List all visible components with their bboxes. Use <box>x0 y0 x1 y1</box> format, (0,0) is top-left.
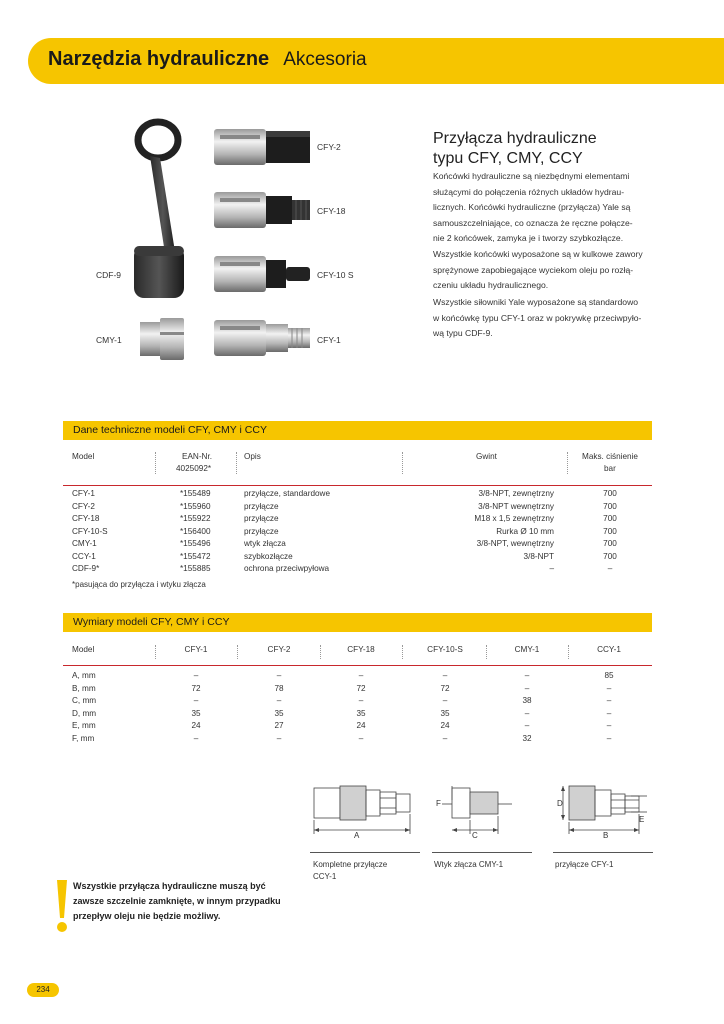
tech-cell-ean: *155885 <box>180 564 211 573</box>
dim-cell: – <box>358 733 364 743</box>
tech-cell-desc: przyłącze <box>244 501 279 511</box>
intro-line: służącymi do połączenia różnych układów hydrau- <box>433 186 625 197</box>
warning-line1: Wszystkie przyłącza hydrauliczne muszą być <box>73 881 266 891</box>
cfy1-coupler-image <box>212 316 312 360</box>
dim-cell: – <box>193 671 199 680</box>
tech-header-model: Model <box>72 452 95 461</box>
tech-table-title: Dane techniczne modeli CFY, CMY i CCY <box>73 424 267 436</box>
dim-cell: 35 <box>191 708 201 718</box>
dim-cell: – <box>276 733 282 743</box>
caption-ccy1 <box>313 859 387 883</box>
dim-label-d: D <box>557 799 563 808</box>
intro-paragraph-2 <box>433 295 668 342</box>
dim-header-col: CFY-2 <box>267 645 291 654</box>
tech-cell-model: CDF-9* <box>72 564 100 573</box>
intro-paragraph-1 <box>433 169 668 294</box>
tech-cell-ean: *156400 <box>180 526 211 536</box>
intro-line: samouszczelniające, co oznacza że ręczne połącze- <box>433 217 633 228</box>
tech-header-pressure1: Maks. ciśnienie <box>582 452 638 461</box>
dim-cell: 24 <box>356 721 366 730</box>
label-cfy10s: CFY-10 S <box>317 270 354 280</box>
tech-cell-ean: *155496 <box>180 539 211 548</box>
tech-cell-ean: *155472 <box>180 551 211 561</box>
cfy18-coupler-image <box>212 188 312 232</box>
dim-row-label: D, mm <box>72 708 97 718</box>
dim-cell: – <box>442 696 448 705</box>
intro-line: Wszystkie siłowniki Yale wyposażone są standardowo <box>433 297 639 307</box>
dim-cell: – <box>358 671 364 680</box>
dim-cell: 24 <box>191 721 201 730</box>
tech-cell-ean: *155489 <box>180 489 211 498</box>
tech-header-desc: Opis <box>244 452 261 461</box>
tech-cell-ean: *155922 <box>180 514 211 523</box>
intro-title-line1: Przyłącza hydrauliczne <box>433 130 597 147</box>
dim-col-separator <box>568 645 569 659</box>
tech-header-pressure2: bar <box>604 464 616 473</box>
tech-cell-thread: 3/8-NPT, wewnętrzny <box>476 539 554 548</box>
tech-cell-desc: wtyk złącza <box>244 539 286 548</box>
dim-cell: 35 <box>440 708 450 718</box>
dim-cell: – <box>358 696 364 705</box>
tech-cell-thread: M18 x 1,5 zewnętrzny <box>474 514 554 523</box>
intro-title-line2: typu CFY, CMY, CCY <box>433 150 583 167</box>
dim-cell: – <box>524 671 530 680</box>
tech-cell-pressure: 700 <box>603 489 617 498</box>
tech-header-ean2: 4025092* <box>176 464 212 473</box>
tech-cell-pressure: – <box>607 564 613 573</box>
caption-ccy1-line1: Kompletne przyłącze <box>313 860 388 869</box>
dim-cell: 32 <box>522 733 532 743</box>
tech-cell-thread: 3/8-NPT <box>523 551 554 561</box>
cmy1-nipple-image <box>138 316 188 362</box>
cmy1-drawing <box>432 778 524 844</box>
intro-line: nie 2 końcówek, zamyka je i tworzy szybkozłącze. <box>433 233 624 244</box>
label-cdf9: CDF-9 <box>96 270 122 280</box>
intro-line: w końcówkę typu CFY-1 oraz w pokrywkę przeciwpyło- <box>433 312 642 323</box>
dim-row-label: A, mm <box>72 671 96 680</box>
dim-header-col: CFY-1 <box>184 645 208 654</box>
dim-table-rule <box>63 665 652 666</box>
tech-header-ean1: EAN-Nr. <box>182 452 213 461</box>
dim-cell: – <box>606 683 612 693</box>
dim-header-col: CCY-1 <box>597 645 621 654</box>
dim-cell: – <box>442 733 448 743</box>
dim-cell: 38 <box>522 696 532 705</box>
tech-cell-model: CMY-1 <box>72 539 97 548</box>
tech-cell-desc: przyłącze <box>244 526 279 536</box>
intro-line: czeniu układu hydraulicznego. <box>433 280 549 291</box>
dim-cell: 72 <box>440 683 450 693</box>
dim-cell: 35 <box>274 708 284 718</box>
dim-label-b: B <box>603 831 609 840</box>
dim-cell: – <box>276 696 282 705</box>
dim-col-separator <box>237 645 238 659</box>
tech-cell-pressure: 700 <box>603 526 617 536</box>
dim-row-label: C, mm <box>72 696 97 705</box>
dim-cell: – <box>606 708 612 718</box>
intro-title <box>433 129 597 169</box>
tech-cell-pressure: 700 <box>603 514 617 523</box>
drawing-divider <box>310 852 420 853</box>
cfy10s-coupler-image <box>212 252 312 296</box>
dim-cell: 85 <box>604 671 614 680</box>
tech-col-separator <box>236 452 237 474</box>
dim-cell: 78 <box>274 683 284 693</box>
dim-cell: 27 <box>274 721 284 730</box>
dim-header-col: CMY-1 <box>514 645 540 654</box>
warning-text <box>73 879 303 924</box>
caption-ccy1-line2: CCY-1 <box>313 872 337 881</box>
page-number: 234 <box>27 983 59 997</box>
dim-label-f: F <box>436 799 441 808</box>
warning-line2: zawsze szczelnie zamknięte, w innym przypadku <box>73 896 281 906</box>
tech-cell-pressure: 700 <box>603 551 617 561</box>
caption-cfy1: przyłącze CFY-1 <box>555 860 614 869</box>
dim-cell: – <box>276 671 282 680</box>
dim-label-a: A <box>354 831 360 840</box>
tech-cell-thread: – <box>549 564 554 573</box>
tech-cell-desc: szybkozłącze <box>244 551 293 561</box>
dim-col-separator <box>320 645 321 659</box>
tech-cell-desc: przyłącze <box>244 514 279 523</box>
tech-cell-ean: *155960 <box>180 501 211 511</box>
dim-row-label: E, mm <box>72 721 96 730</box>
intro-line: sprężynowe zapobiegające wyciekom oleju po rozłą- <box>433 264 634 275</box>
tech-cell-pressure: 700 <box>603 539 617 548</box>
drawing-divider <box>553 852 653 853</box>
page-title <box>48 48 367 71</box>
tech-cell-thread: Rurka Ø 10 mm <box>496 526 554 536</box>
tech-cell-pressure: 700 <box>603 501 617 511</box>
dim-cell: – <box>193 733 199 743</box>
label-cfy2: CFY-2 <box>317 142 341 152</box>
warning-line3: przepływ oleju nie będzie możliwy. <box>73 911 221 921</box>
ccy1-drawing <box>310 778 415 844</box>
cdf9-dust-cap-image <box>120 118 200 308</box>
dim-cell: – <box>606 733 612 743</box>
dim-cell: – <box>442 671 448 680</box>
title-sub: Akcesoria <box>283 49 367 70</box>
dim-cell: 35 <box>356 708 366 718</box>
title-main: Narzędzia hydrauliczne <box>48 48 270 70</box>
tech-cell-model: CFY-1 <box>72 489 95 498</box>
tech-cell-desc: przyłącze, standardowe <box>244 489 331 498</box>
dim-col-separator <box>402 645 403 659</box>
dim-row-label: F, mm <box>72 733 95 743</box>
cfy2-coupler-image <box>212 125 312 169</box>
cfy1-drawing <box>553 778 653 844</box>
exclamation-icon <box>55 878 69 934</box>
dim-cell: – <box>524 683 530 693</box>
intro-line: licznych. Końcówki hydrauliczne (przyłącza) Yale są <box>433 202 631 213</box>
dim-header-model: Model <box>72 645 95 654</box>
tech-cell-model: CFY-18 <box>72 514 100 523</box>
dim-header-col: CFY-18 <box>347 645 375 654</box>
tech-col-separator <box>155 452 156 474</box>
tech-table-footnote: *pasująca do przyłącza i wtyku złącza <box>72 580 206 589</box>
tech-col-separator <box>402 452 403 474</box>
dim-cell: – <box>606 721 612 730</box>
dim-cell: 24 <box>440 721 450 730</box>
tech-table-rule <box>63 485 652 486</box>
tech-cell-model: CCY-1 <box>72 551 96 561</box>
tech-cell-thread: 3/8-NPT, zewnętrzny <box>478 489 554 498</box>
label-cmy1: CMY-1 <box>96 335 122 345</box>
dim-label-c: C <box>472 831 478 840</box>
dim-col-separator <box>486 645 487 659</box>
dim-label-e: E <box>639 815 645 824</box>
caption-cmy1: Wtyk złącza CMY-1 <box>434 860 504 869</box>
intro-line: Wszystkie końcówki wyposażone są w kulkowe zawory <box>433 248 643 259</box>
tech-cell-thread: 3/8-NPT wewnętrzny <box>478 501 554 511</box>
dim-col-separator <box>155 645 156 659</box>
dim-cell: 72 <box>356 683 366 693</box>
dim-cell: 72 <box>191 683 201 693</box>
intro-line: wą typu CDF-9. <box>433 328 493 339</box>
tech-cell-model: CFY-10-S <box>72 526 108 536</box>
intro-line: Końcówki hydrauliczne są niezbędnymi elementami <box>433 171 630 181</box>
label-cfy18: CFY-18 <box>317 206 346 216</box>
tech-cell-desc: ochrona przeciwpyłowa <box>244 564 330 573</box>
tech-header-thread: Gwint <box>476 452 497 461</box>
dim-row-label: B, mm <box>72 683 96 693</box>
dim-table-title: Wymiary modeli CFY, CMY i CCY <box>73 616 230 628</box>
dim-cell: – <box>524 708 530 718</box>
tech-cell-model: CFY-2 <box>72 501 95 511</box>
label-cfy1: CFY-1 <box>317 335 341 345</box>
drawing-divider <box>432 852 532 853</box>
dim-header-col: CFY-10-S <box>427 645 463 654</box>
dim-cell: – <box>193 696 199 705</box>
dim-cell: – <box>524 721 530 730</box>
dim-cell: – <box>606 696 612 705</box>
tech-col-separator <box>567 452 568 474</box>
